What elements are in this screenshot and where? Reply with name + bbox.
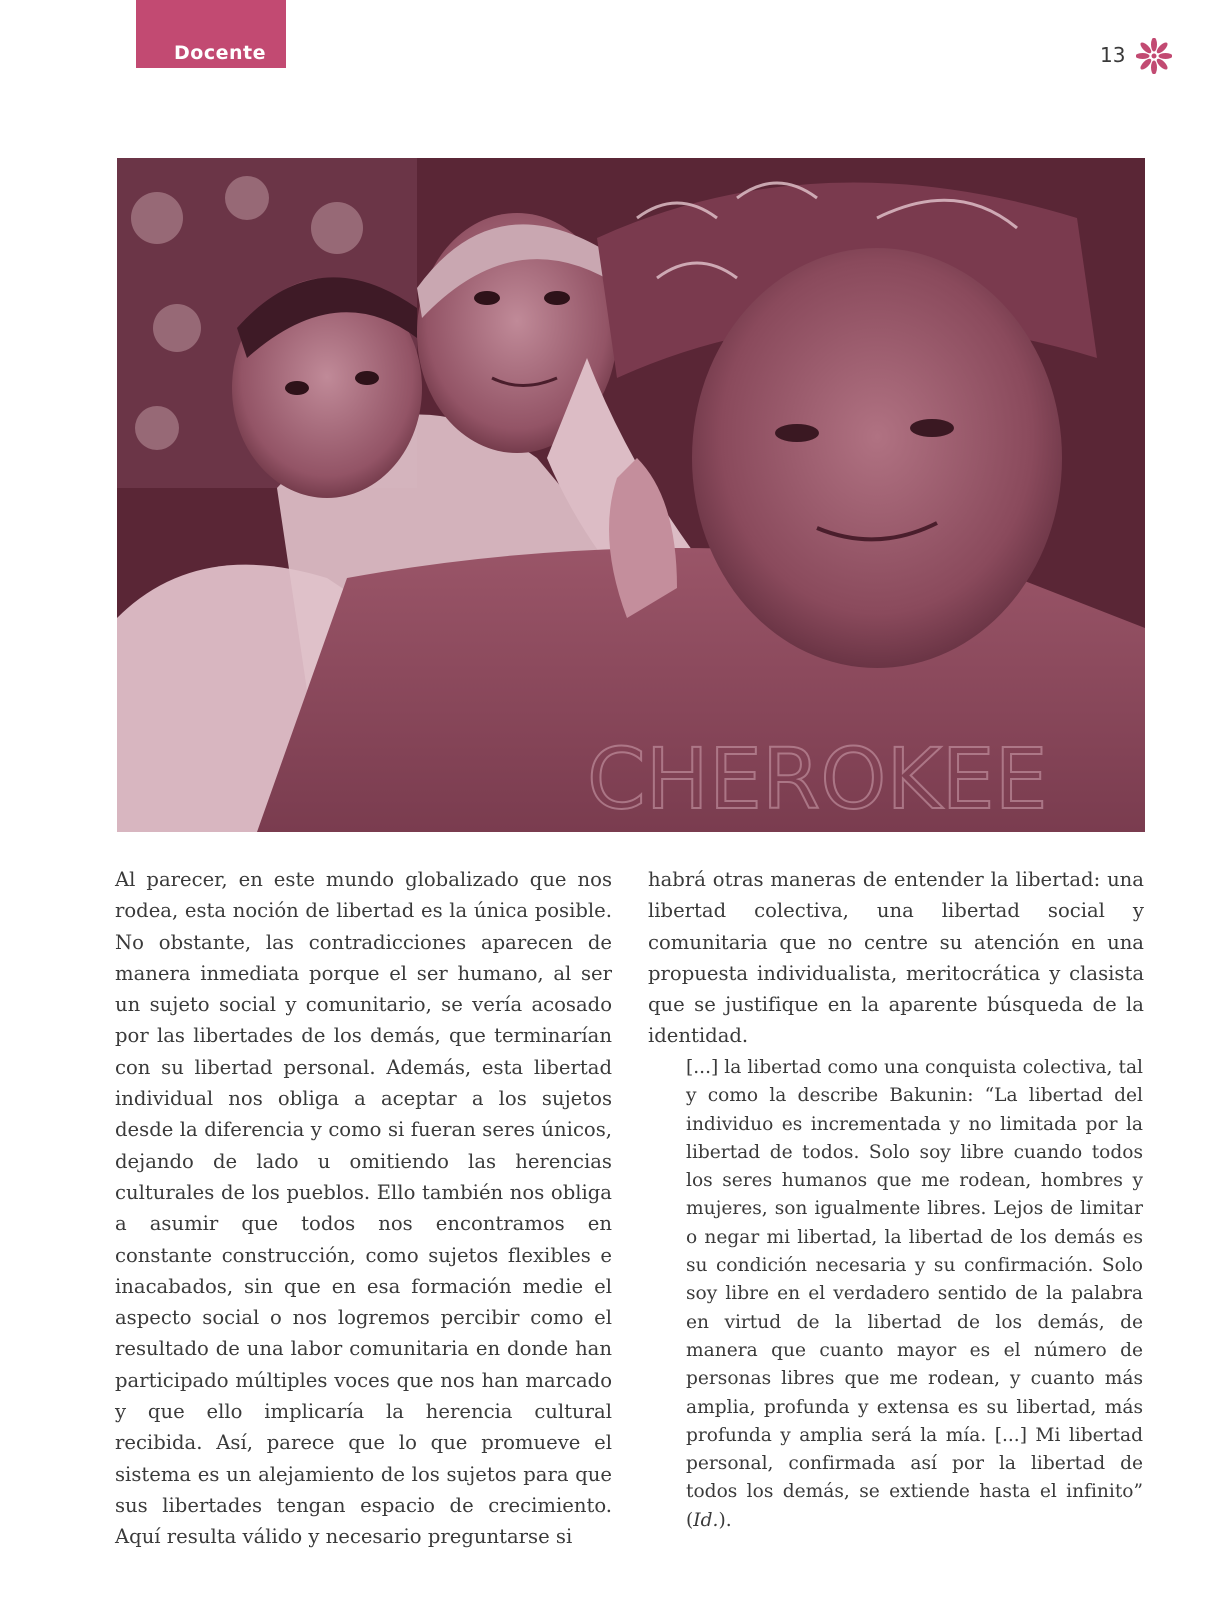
section-label: Docente bbox=[174, 42, 266, 64]
svg-text:CHEROKEE: CHEROKEE bbox=[587, 730, 1048, 828]
quote-end: ). bbox=[718, 1509, 732, 1531]
block-quote bbox=[686, 1054, 1143, 1535]
quote-citation: Id. bbox=[693, 1509, 719, 1531]
body-text-left-column: Al parecer, en este mundo globalizado que nos rodea, esta noción de libertad es la única posible. No obstante, las contradicciones aparecen de manera inmediata porque el ser humano, al ser un sujeto social y comunitario, se vería acosado por las libertades de los demás, que terminarían con su libertad personal. Además, esta libertad individual nos obliga a aceptar a los sujetos desde la diferencia y como si fueran seres únicos, dejando de lado u omitiendo las herencias culturales de los pueblos. Ello también nos obliga a asumir que todos nos encontramos en constante construcción, como sujetos flexibles e inacabados, sin que en esa formación medie el aspecto social o nos logremos percibir como el resultado de una labor comunitaria en donde han participado múltiples voces que nos han marcado y que ello implicaría la herencia cultural recibida. Así, parece que lo que promueve el sistema es un alejamiento de los sujetos para que sus libertades tengan espacio de crecimiento. Aquí resulta válido y necesario preguntarse si bbox=[115, 868, 612, 1549]
section-tab bbox=[136, 0, 286, 68]
page-number: 13 bbox=[1100, 43, 1126, 67]
body-text-right-column: habrá otras maneras de entender la libertad: una libertad colectiva, una libertad social y comunitaria que no centre su atención en una propuesta individualista, meritocrática y clasista que se justifique en la aparente búsqueda de la identidad. bbox=[648, 868, 1144, 1048]
asterisk-flower-icon bbox=[1136, 38, 1172, 74]
photo-women-and-children bbox=[117, 158, 1145, 832]
quote-text: [...] la libertad como una conquista colectiva, tal y como la describe Bakunin: “La libertad del individuo es incrementada y no limitada por la libertad de todos. Solo soy libre cuando todos los seres humanos que me rodean, hombres y mujeres, son igualmente libres. Lejos de limitar o negar mi libertad, la libertad de los demás es su condición necesaria y su confirmación. Solo soy libre en el verdadero sentido de la palabra en virtud de la libertad de los demás, de manera que cuanto mayor es el número de personas libres que me rodean, y cuanto más amplia, profunda y extensa es su libertad, más profunda y amplia será la mía. [...] Mi libertad personal, confirmada así por la libertad de todos los demás, se extiende hasta el infinito” ( bbox=[686, 1057, 1143, 1531]
